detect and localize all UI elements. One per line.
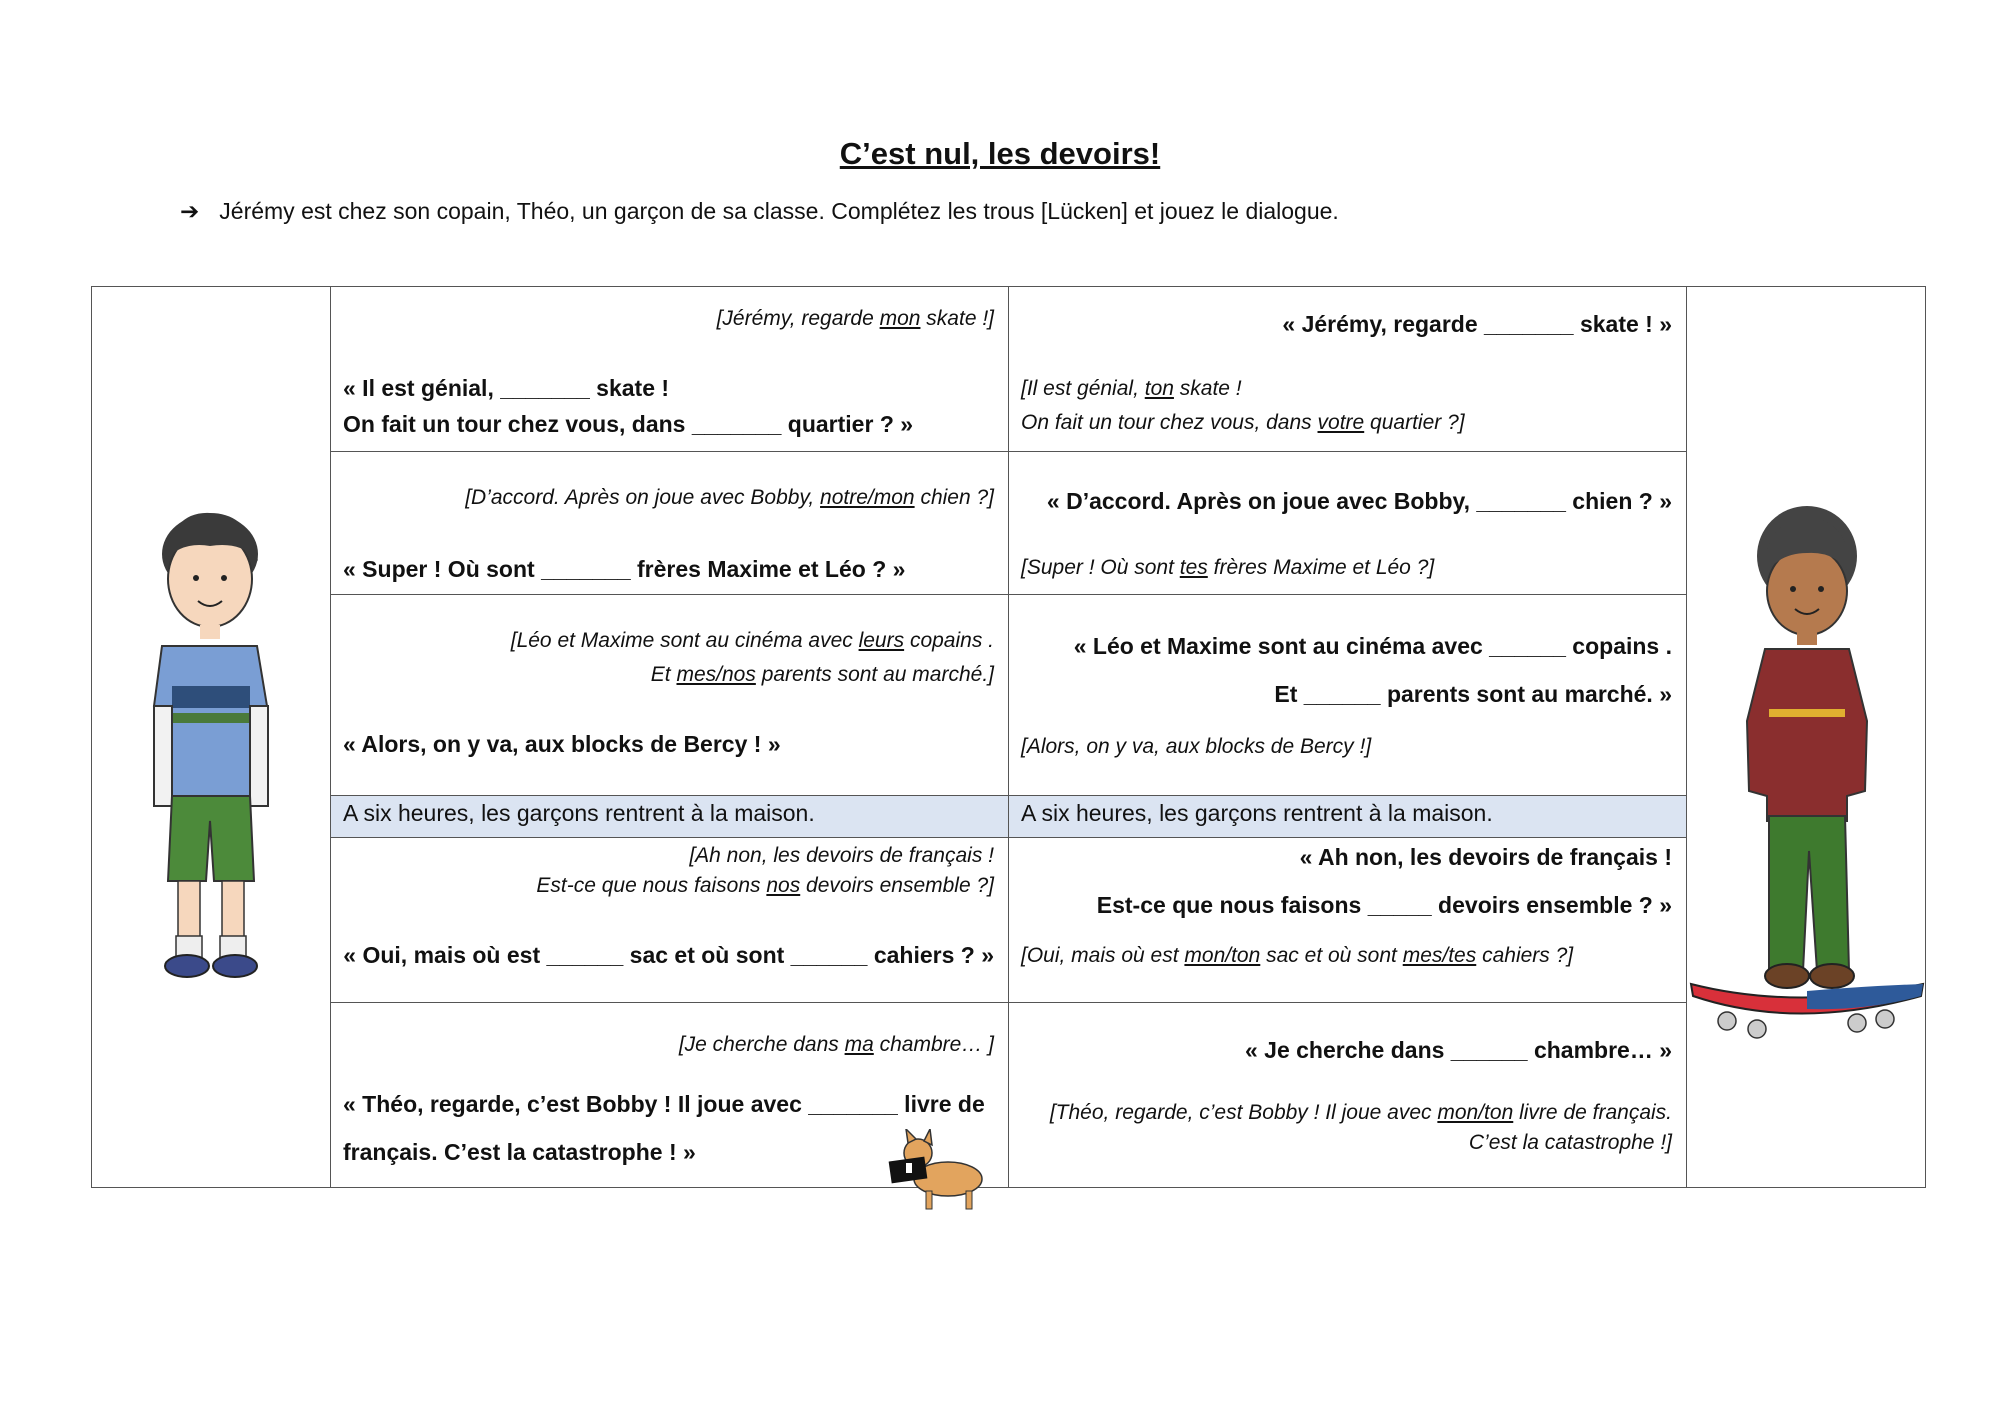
dialogue-row [92,287,1926,452]
speech-text: Et ______ parents sont au marché. » [1274,680,1672,707]
theo-line-4 [1009,838,1687,1003]
speech-text: « Je cherche dans ______ chambre… » [1244,1036,1672,1063]
theo-line-5 [1009,1002,1687,1187]
instructions-text: Jérémy est chez son copain, Théo, un garçon de sa classe. Complétez les trous [Lücken] et jouez le dialogue. [219,198,1339,224]
speech-text: « Alors, on y va, aux blocks de Bercy ! » [343,730,781,757]
hint-text: [Super ! Où sont tes frères Maxime et Léo ?] [1021,555,1435,579]
speech-text: « D’accord. Après on joue avec Bobby, _______ chien ? » [1046,487,1672,514]
jeremy-illustration [92,287,330,1187]
hint-text: Est-ce que nous faisons nos devoirs ensemble ?] [536,874,994,898]
jeremy-line-5 [331,1002,1009,1187]
narration-row [92,795,1926,837]
theo-line-2 [1009,451,1687,594]
page-title: C’est nul, les devoirs! [839,136,1161,171]
speech-text: Est-ce que nous faisons _____ devoirs ensemble ? » [1096,892,1672,919]
hint-text: [Léo et Maxime sont au cinéma avec leurs copains . [510,628,994,652]
theo-illustration [1687,287,1925,1187]
dog-with-book-illustration [886,1129,996,1219]
jeremy-cell [92,287,331,1188]
instructions [180,198,1339,225]
dialogue-row [92,451,1926,594]
hint-text: [Alors, on y va, aux blocks de Bercy !] [1021,734,1372,758]
speech-text: « Super ! Où sont _______ frères Maxime et Léo ? » [343,555,906,582]
arrow-right-icon: ➔ [180,198,200,224]
dialogue-row [92,838,1926,1003]
dialogue-table [91,286,1926,1188]
speech-text: « Léo et Maxime sont au cinéma avec ______ copains . [1073,632,1672,659]
hint-text: [Théo, regarde, c’est Bobby ! Il joue avec mon/ton livre de français. [1049,1100,1672,1124]
jeremy-line-2 [331,451,1009,594]
theo-line-1 [1009,287,1687,452]
narration-right: A six heures, les garçons rentrent à la maison. [1009,795,1687,837]
speech-text: « Il est génial, _______ skate ! [343,375,670,401]
hint-text: On fait un tour chez vous, dans votre quartier ?] [1021,411,1465,434]
jeremy-line-4 [331,838,1009,1003]
speech-text: français. C’est la catastrophe ! » [343,1138,696,1165]
narration-left: A six heures, les garçons rentrent à la maison. [331,795,1009,837]
speech-text: « Jérémy, regarde _______ skate ! » [1282,311,1672,337]
hint-text: [Il est génial, ton skate ! [1021,377,1242,400]
hint-text: [Jérémy, regarde mon skate !] [716,307,994,330]
hint-text: [Je cherche dans ma chambre… ] [678,1032,994,1056]
hint-text: Et mes/nos parents sont au marché.] [650,662,994,686]
hint-text: [Ah non, les devoirs de français ! [689,844,994,868]
hint-text: C’est la catastrophe !] [1468,1130,1672,1154]
dialogue-row [92,594,1926,795]
jeremy-line-1 [331,287,1009,452]
hint-text: [Oui, mais où est mon/ton sac et où sont mes/tes cahiers ?] [1021,944,1574,968]
hint-text: [D’accord. Après on joue avec Bobby, notre/mon chien ?] [465,485,994,509]
speech-text: On fait un tour chez vous, dans _______ quartier ? » [343,411,914,437]
speech-text: « Théo, regarde, c’est Bobby ! Il joue avec _______ livre de [343,1090,985,1117]
theo-line-3 [1009,594,1687,795]
speech-text: « Ah non, les devoirs de français ! [1299,844,1672,871]
dialogue-row [92,1002,1926,1187]
jeremy-line-3 [331,594,1009,795]
theo-cell [1687,287,1926,1188]
speech-text: « Oui, mais où est ______ sac et où sont ______ cahiers ? » [343,942,994,969]
